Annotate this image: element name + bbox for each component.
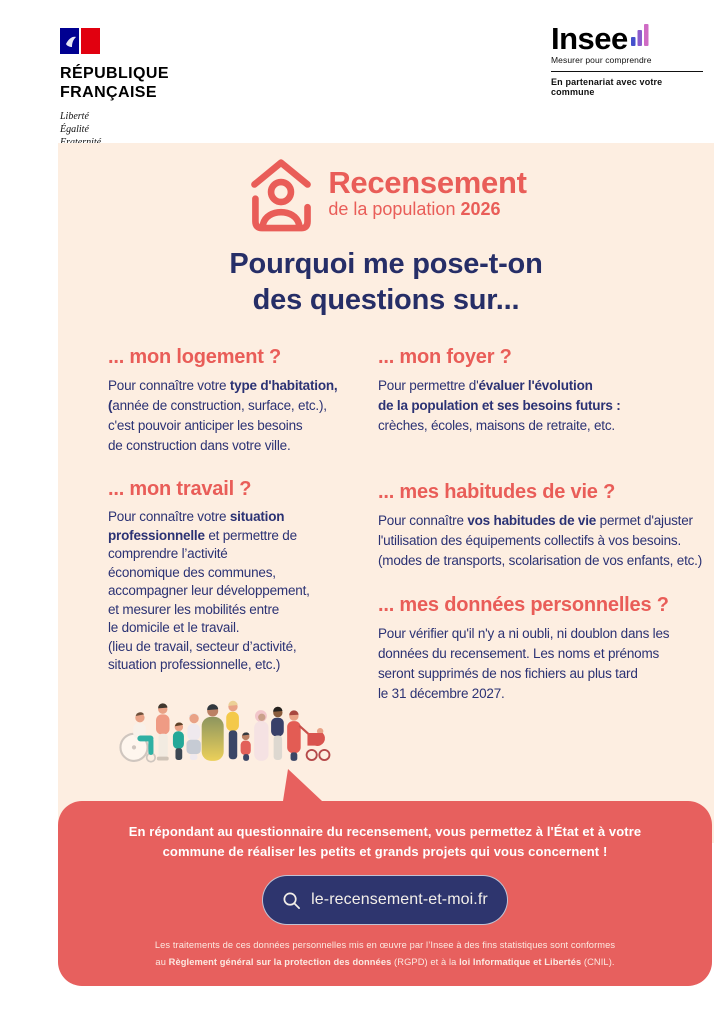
section-habitudes-body: Pour connaître vos habitudes de vie permet d'ajuster l'utilisation des équipements collectifs à vos besoins. (modes de transports, scolarisation de vos enfants, etc.) [378,513,703,568]
republique-francaise-logo [60,28,169,149]
people-illustration [112,682,332,767]
gov-name-line1: RÉPUBLIQUE [60,65,169,82]
recensement-title: Recensement [328,164,527,200]
section-logement [108,346,338,456]
speech-tail [281,768,323,802]
insee-wordmark [551,21,703,56]
insee-bars-icon [631,24,650,47]
insee-logo-block [551,21,703,97]
website-url: le-recensement-et-moi.fr [311,891,488,908]
section-foyer-heading: ... mon foyer ? [378,346,512,368]
section-travail [108,478,310,675]
insee-partnership: En partenariat avec votre commune [551,77,663,97]
insee-tagline: Mesurer pour comprendre [551,55,652,65]
section-logement-body: Pour connaître votre type d'habitation, (année de construction, surface, etc.), c'est pouvoir anticiper les besoins de construction dans votre ville. [108,378,338,453]
recensement-subtitle [328,199,526,220]
recensement-year: 2026 [460,198,501,219]
page-title [58,246,714,318]
gov-name-line2: FRANÇAISE [60,84,157,101]
french-flag-icon [60,28,100,54]
section-travail-body: Pour connaître votre situation professionnelle et permettre de comprendre l’activité économique des communes, accompagner leur développement, et mesurer les mobilités entre le domicile et le travail. (lieu de travail, secteur d’activité, situation professionnelle, etc.) [108,509,310,672]
page-title-line1: Pourquoi me pose-t-on [229,248,543,280]
insee-name: Insee [551,21,628,56]
page-title-line2: des questions sur... [252,284,520,316]
motto-egalite: Égalité [60,124,89,135]
cta-banner [58,801,712,986]
section-foyer [378,346,621,436]
section-logement-heading: ... mon logement ? [108,346,282,368]
recensement-logo [58,154,714,232]
website-button[interactable] [262,875,508,925]
section-travail-heading: ... mon travail ? [108,478,252,500]
section-donnees-heading: ... mes données personnelles ? [378,594,669,616]
banner-legal: Les traitements de ces données personnelles mis en œuvre par l’Insee à des fins statistiques sont conformes au Règlement général sur la protection des données (RGPD) et à la loi Informatique et Libertés (CNIL). [154,940,616,967]
section-foyer-body: Pour permettre d'évaluer l'évolution de la population et ses besoins futurs : crèches, écoles, maisons de retraite, etc. [378,378,621,433]
house-person-icon [245,154,317,232]
banner-message: En répondant au questionnaire du recensement, vous permettez à l'État et à votre commune de réaliser les petits et grands projets qui vous concernent ! [128,824,642,859]
section-habitudes-heading: ... mes habitudes de vie ? [378,481,616,503]
recensement-subtitle-text: de la population [328,198,456,219]
section-donnees [378,594,669,704]
search-icon [282,891,301,910]
gov-name [60,64,169,102]
motto-liberte: Liberté [60,111,89,122]
insee-divider [551,71,703,72]
section-habitudes [378,481,702,571]
recensement-wordmark [328,164,527,220]
section-donnees-body: Pour vérifier qu'il n'y a ni oubli, ni doublon dans les données du recensement. Les noms et prénoms seront supprimés de nos fichiers au plus tard le 31 décembre 2027. [378,626,670,701]
